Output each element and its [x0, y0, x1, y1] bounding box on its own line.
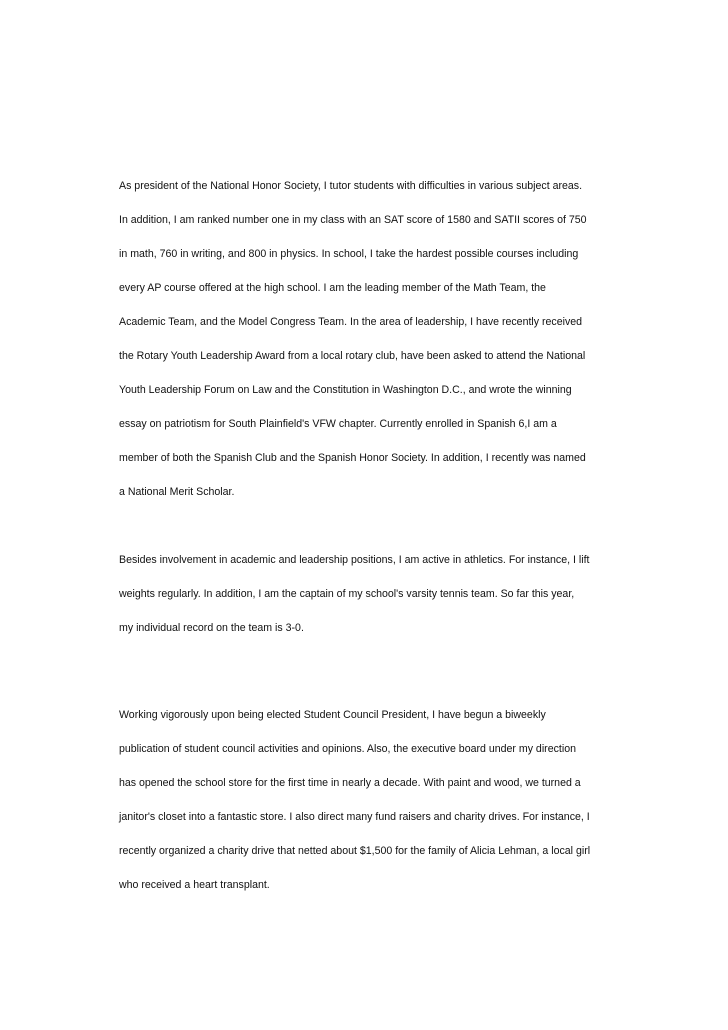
- text-line: who received a heart transplant.: [119, 879, 270, 891]
- text-line: As president of the National Honor Society, I tutor students with difficulties in various subject areas.: [119, 180, 583, 192]
- text-line: a National Merit Scholar.: [119, 486, 235, 498]
- paragraph-athletics: [119, 552, 619, 654]
- text-line: member of both the Spanish Club and the Spanish Honor Society. In addition, I recently was named: [119, 452, 586, 464]
- text-line: publication of student council activities and opinions. Also, the executive board under my direction: [119, 743, 576, 755]
- text-line: janitor's closet into a fantastic store. I also direct many fund raisers and charity drives. For instance, I: [119, 811, 590, 823]
- text-line: has opened the school store for the first time in nearly a decade. With paint and wood, we turned a: [119, 777, 581, 789]
- text-line: essay on patriotism for South Plainfield's VFW chapter. Currently enrolled in Spanish 6,I am a: [119, 418, 557, 430]
- text-line: in math, 760 in writing, and 800 in physics. In school, I take the hardest possible courses including: [119, 248, 579, 260]
- text-line: Besides involvement in academic and leadership positions, I am active in athletics. For instance, I lift: [119, 554, 590, 566]
- paragraph-academics: [119, 178, 619, 518]
- text-line: In addition, I am ranked number one in my class with an SAT score of 1580 and SATII scores of 750: [119, 214, 587, 226]
- text-line: Youth Leadership Forum on Law and the Constitution in Washington D.C., and wrote the winning: [119, 384, 572, 396]
- text-line: Working vigorously upon being elected Student Council President, I have begun a biweekly: [119, 709, 546, 721]
- text-line: every AP course offered at the high school. I am the leading member of the Math Team, the: [119, 282, 546, 294]
- text-line: Academic Team, and the Model Congress Team. In the area of leadership, I have recently received: [119, 316, 583, 328]
- text-line: weights regularly. In addition, I am the captain of my school's varsity tennis team. So far this year,: [119, 588, 575, 600]
- text-line: the Rotary Youth Leadership Award from a local rotary club, have been asked to attend the National: [119, 350, 586, 362]
- text-line: my individual record on the team is 3-0.: [119, 622, 304, 634]
- paragraph-student-council: [119, 707, 619, 911]
- text-line: recently organized a charity drive that netted about $1,500 for the family of Alicia Lehman, a local girl: [119, 845, 591, 857]
